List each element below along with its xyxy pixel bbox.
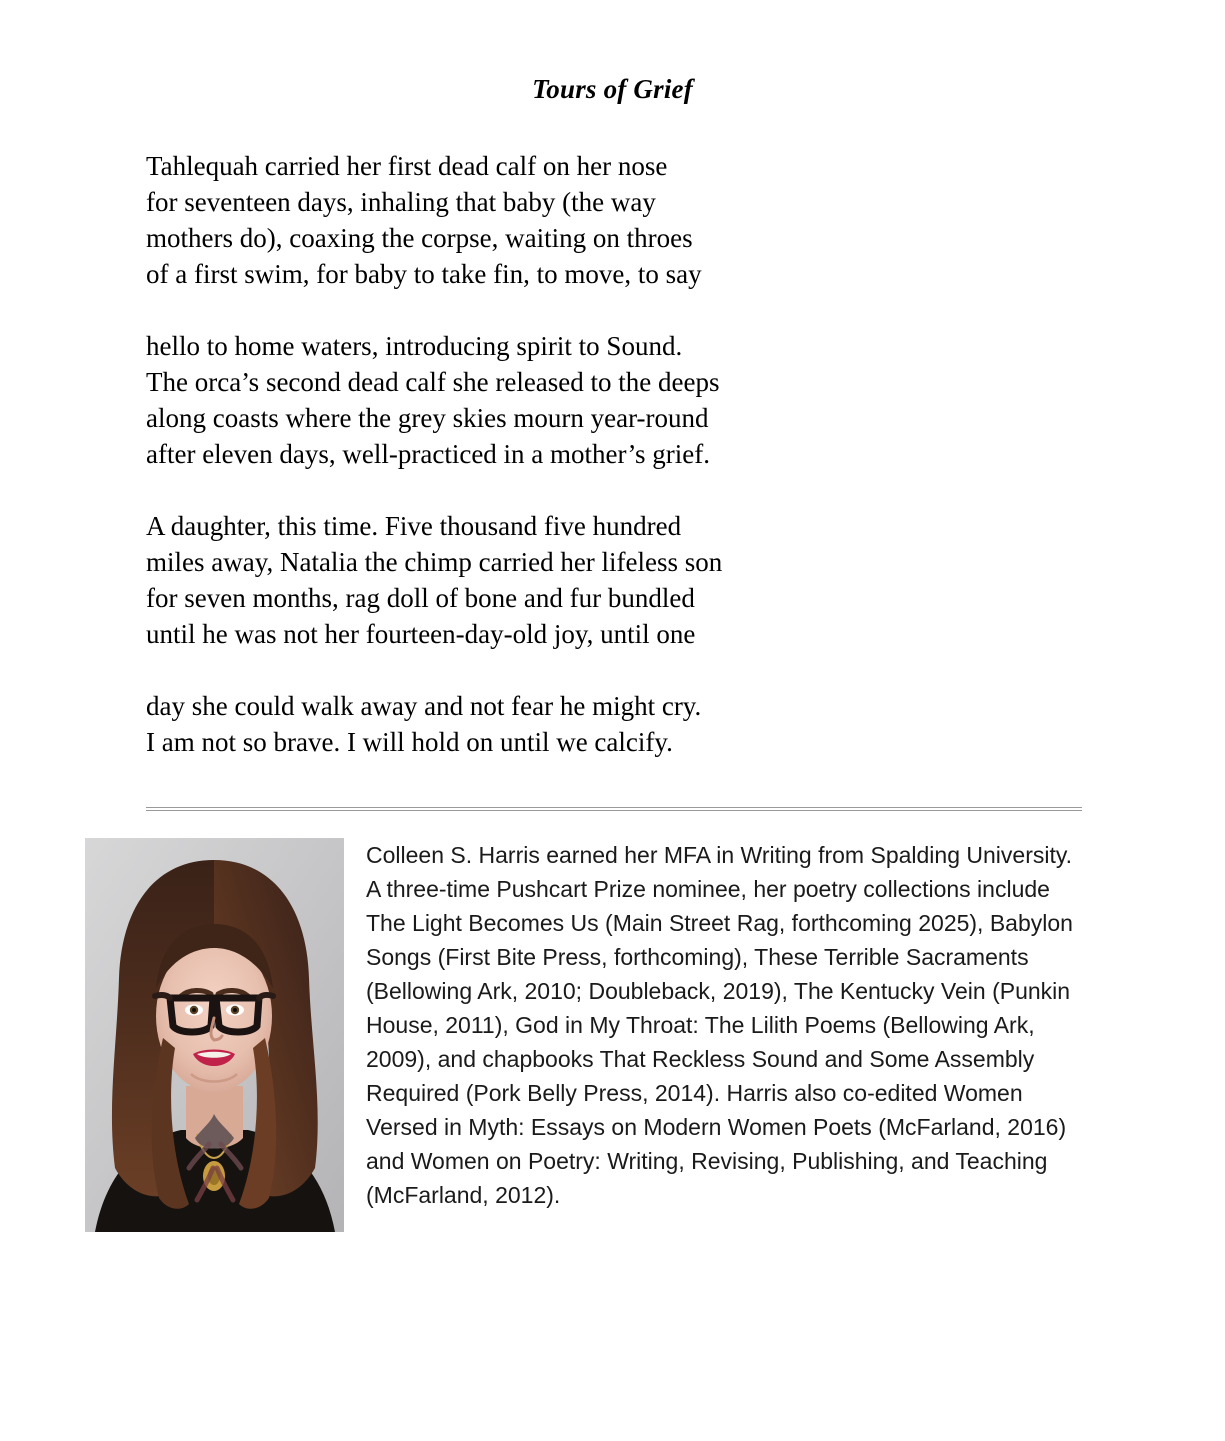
poem-line: I am not so brave. I will hold on until we calcify. [146,727,673,757]
poem-line: The orca’s second dead calf she released to the deeps [146,367,720,397]
poem-line: along coasts where the grey skies mourn year-round [146,403,709,433]
poem-line: mothers do), coaxing the corpse, waiting on throes [146,223,693,253]
poem-line: A daughter, this time. Five thousand five hundred [146,511,682,541]
poem-stanza [146,328,906,472]
poem-body [146,148,906,760]
poem-line: day she could walk away and not fear he might cry. [146,691,702,721]
poem-line: for seventeen days, inhaling that baby (the way [146,187,656,217]
poem-line: of a first swim, for baby to take fin, to move, to say [146,259,702,289]
poem-line: Tahlequah carried her first dead calf on her nose [146,151,668,181]
poem-stanza [146,148,906,292]
poem-line: for seven months, rag doll of bone and fur bundled [146,583,695,613]
poem-line: hello to home waters, introducing spirit to Sound. [146,331,683,361]
author-photo [85,838,344,1232]
poem-stanza [146,688,906,760]
poem-line: until he was not her fourteen-day-old joy, until one [146,619,696,649]
poem-line: miles away, Natalia the chimp carried her lifeless son [146,547,723,577]
page-title: Tours of Grief [532,74,693,104]
section-divider [146,807,1082,811]
poem-line: after eleven days, well-practiced in a mother’s grief. [146,439,710,469]
poem-stanza [146,508,906,652]
author-bio-text: Colleen S. Harris earned her MFA in Writing from Spalding University. A three-time Pushcart Prize nominee, her poetry collections include The Light Becomes Us (Main Street Rag, forthcoming 2025), Babylon Songs (First Bite Press, forthcoming), These Terrible Sacraments (Bellowing Ark, 2010; Doubleback, 2019), The Kentucky Vein (Punkin House, 2011), God in My Throat: The Lilith Poems (Bellowing Ark, 2009), and chapbooks That Reckless Sound and Some Assembly Required (Pork Belly Press, 2014). Harris also co-edited Women Versed in Myth: Essays on Modern Women Poets (McFarland, 2016) and Women on Poetry: Writing, Revising, Publishing, and Teaching (McFarland, 2012). [366,842,1073,1208]
